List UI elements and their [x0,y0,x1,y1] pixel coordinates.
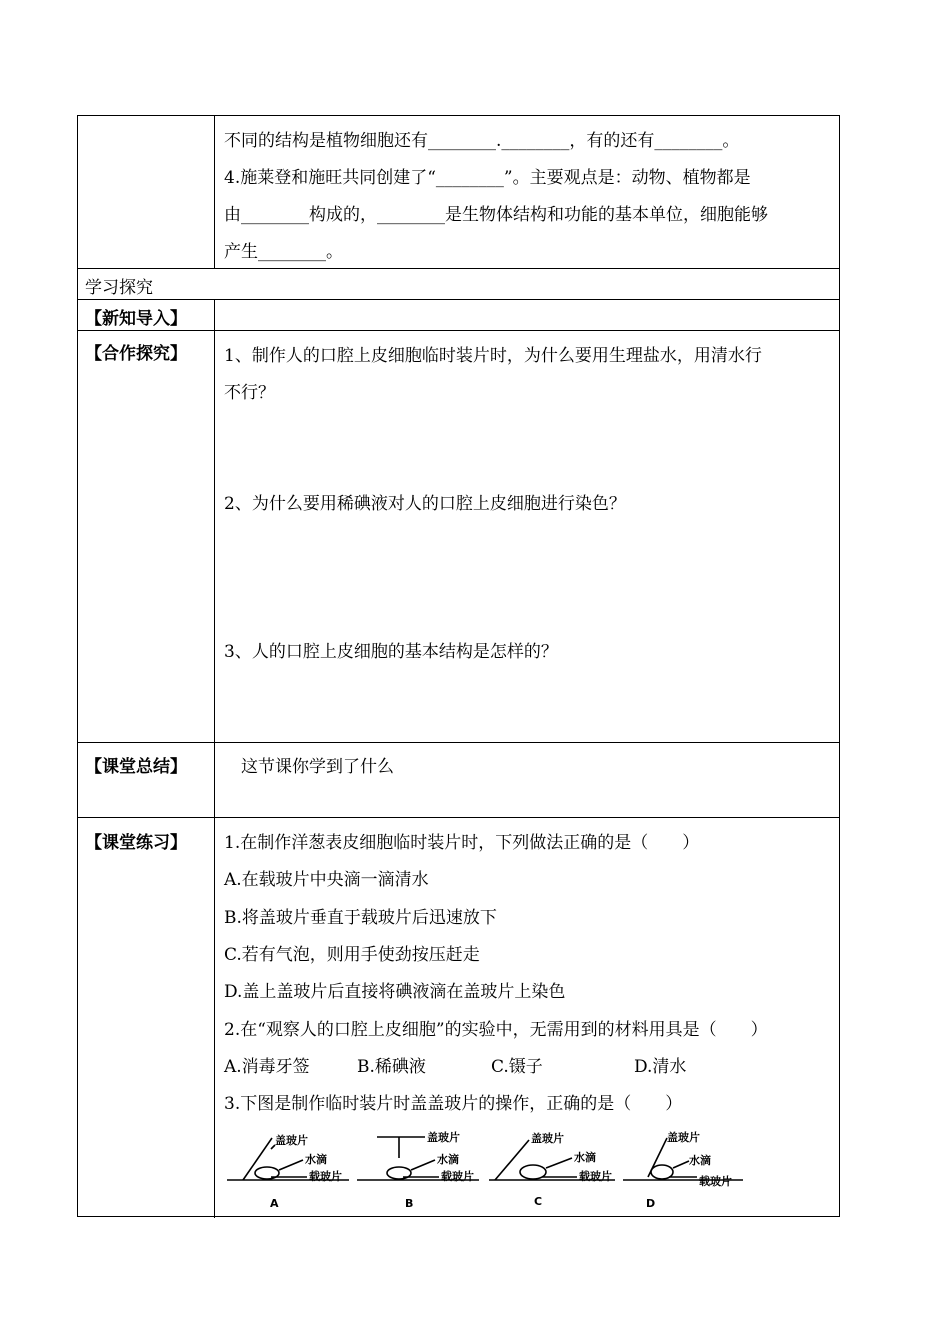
practice-q2-option-d: D.清水 [634,1057,687,1077]
panel-d-cover-label: 盖玻片 [667,1131,700,1144]
fill-in-row [78,116,839,269]
section-heading-row [78,269,839,300]
panel-b-cover-label: 盖玻片 [427,1131,460,1144]
summary-row [78,743,839,818]
fill-in-line-4: 产生________。 [224,242,343,262]
panel-d-letter: D [646,1197,656,1210]
panel-a-cover-label: 盖玻片 [275,1134,308,1147]
panel-c-letter: C [534,1195,543,1208]
panel-c-cover-label: 盖玻片 [531,1132,564,1145]
panel-a-slide-label: 载玻片 [309,1170,342,1183]
fill-in-row-label-cell [78,116,215,268]
explore-label: 【合作探究】 [85,344,187,364]
panel-d-diagram [623,1138,743,1180]
explore-content [215,331,839,742]
summary-prompt: 这节课你学到了什么 [241,757,394,777]
practice-q2-option-c: C.镊子 [491,1057,543,1077]
practice-q1-option-c: C.若有气泡，则用手使劲按压赶走 [224,945,480,965]
fill-in-row-content [215,116,839,268]
practice-row [78,818,839,1218]
practice-q1-option-d: D.盖上盖玻片后直接将碘液滴在盖玻片上染色 [224,982,566,1002]
intro-label: 【新知导入】 [85,309,187,329]
panel-d-slide-label: 载玻片 [699,1175,732,1188]
worksheet-table [77,115,840,1217]
practice-q2-option-a: A.消毒牙签 [224,1057,310,1077]
fill-in-line-2: 4.施莱登和施旺共同创建了“________”。主要观点是：动物、植物都是 [224,168,751,188]
explore-question-1-line-2: 不行？ [224,383,275,403]
panel-b-drop-label: 水滴 [437,1153,459,1166]
practice-label: 【课堂练习】 [85,833,187,853]
fill-in-line-1: 不同的结构是植物细胞还有________.________，有的还有________。 [224,131,740,151]
explore-question-1-line-1: 1、制作人的口腔上皮细胞临时装片时，为什么要用生理盐水，用清水行 [224,346,762,366]
practice-label-cell [78,818,215,1218]
intro-label-cell [78,300,215,330]
summary-label-cell [78,743,215,817]
practice-question-2: 2.在“观察人的口腔上皮细胞”的实验中，无需用到的材料用具是（ ） [224,1020,768,1040]
panel-c-drop-label: 水滴 [574,1151,596,1164]
practice-q1-option-b: B.将盖玻片垂直于载玻片后迅速放下 [224,908,497,928]
practice-q1-option-a: A.在载玻片中央滴一滴清水 [224,870,429,890]
explore-label-cell [78,331,215,742]
panel-a-drop-label: 水滴 [305,1153,327,1166]
intro-content [215,300,839,330]
panel-d-drop-label: 水滴 [689,1154,711,1167]
section-heading: 学习探究 [85,278,153,298]
intro-row [78,300,839,331]
coverslip-figure [227,1128,747,1218]
practice-content [215,818,839,1218]
practice-question-1: 1.在制作洋葱表皮细胞临时装片时，下列做法正确的是（ ） [224,833,700,853]
practice-q2-option-b: B.稀碘液 [357,1057,426,1077]
explore-row [78,331,839,743]
panel-b-letter: B [405,1197,414,1210]
practice-question-3: 3.下图是制作临时装片时盖盖玻片的操作，正确的是（ ） [224,1094,683,1114]
fill-in-line-3: 由________构成的，________是生物体结构和功能的基本单位，细胞能够 [224,205,768,225]
summary-content [215,743,839,817]
explore-question-2: 2、为什么要用稀碘液对人的口腔上皮细胞进行染色？ [224,494,626,514]
summary-label: 【课堂总结】 [85,757,187,777]
panel-c-slide-label: 载玻片 [579,1170,612,1183]
panel-b-slide-label: 载玻片 [441,1170,474,1183]
explore-question-3: 3、人的口腔上皮细胞的基本结构是怎样的？ [224,642,558,662]
panel-a-letter: A [270,1197,279,1210]
